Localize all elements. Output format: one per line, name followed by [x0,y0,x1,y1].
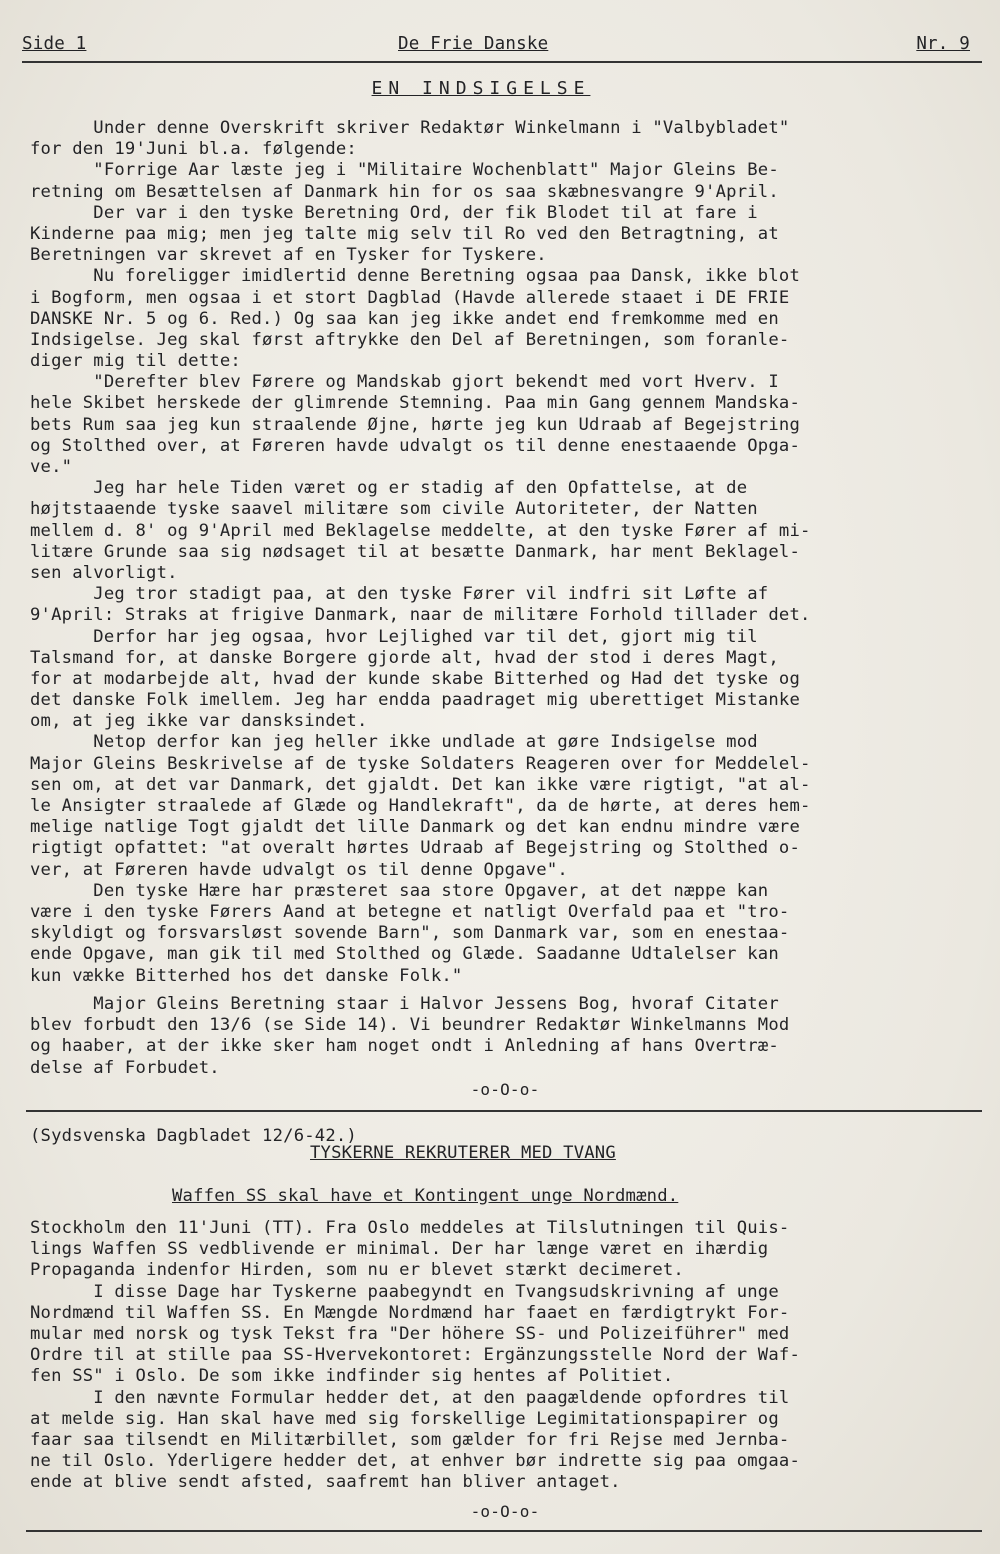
text-line: melige natlige Togt gjaldt det lille Danmark og det kan endnu mindre være [30,817,800,838]
text-line: sen om, at det var Danmark, det gjaldt. Det kan ikke være rigtigt, "at al- [30,774,811,795]
text-line: og haaber, at der ikke sker ham noget ondt i Anledning af hans Overtræ- [30,1036,779,1057]
text-line: delse af Forbudet. [30,1057,220,1078]
text-line: Nu foreligger imidlertid denne Beretning ogsaa paa Dansk, ikke blot [30,266,800,287]
article1-title: EN INDSIGELSE [371,78,591,99]
text-line: Kinderne paa mig; men jeg talte mig selv til Ro ved den Betragtning, at [30,223,779,244]
text-line: Under denne Overskrift skriver Redaktør Winkelmann i "Valbybladet" [30,118,790,138]
text-line: at melde sig. Han skal have med sig forskellige Legimitationspapirer og [30,1408,779,1429]
text-line: for at modarbejde alt, hvad der kunde skabe Bitterhed og Had det tyske og [30,668,800,689]
text-line: det danske Folk imellem. Jeg har endda paadraget mig uberettiget Mistanke [30,690,800,711]
article1-separator: -o-O-o- [470,1080,540,1099]
text-line: lings Waffen SS vedblivende er minimal. Der har længe været en ihærdig [30,1239,769,1260]
text-line: Stockholm den 11'Juni (TT). Fra Oslo meddeles at Tilslutningen til Quis- [30,1218,790,1238]
article2-separator: -o-O-o- [470,1502,540,1521]
text-line: om, at jeg ikke var dansksindet. [30,711,368,732]
text-line: Ordre til at stille paa SS-Hvervekontoret: Ergänzungsstelle Nord der Waf- [30,1345,800,1366]
text-line: være i den tyske Førers Aand at betegne et natligt Overfald paa et "tro- [30,901,790,922]
text-line: kun vække Bitterhed hos det danske Folk." [30,965,463,986]
text-line: Talsmand for, at danske Borgere gjorde alt, hvad der stod i deres Magt, [30,647,779,668]
text-line: mellem d. 8' og 9'April med Beklagelse meddelte, at den tyske Fører af mi- [30,520,811,541]
text-line: Jeg tror stadigt paa, at den tyske Fører vil indfri sit Løfte af [30,584,769,605]
article2-body [30,1218,980,1493]
article1-closing [30,994,980,1079]
text-line: for den 19'Juni bl.a. følgende: [30,139,357,160]
text-line: ende at blive sendt afsted, saafremt han bliver antaget. [30,1472,621,1493]
text-line: Indsigelse. Jeg skal først aftrykke den Del af Beretningen, som foranle- [30,329,790,350]
source-line: (Sydsvenska Dagbladet 12/6-42.) [30,1126,357,1146]
article2-title: TYSKERNE REKRUTERER MED TVANG [310,1143,616,1163]
text-line: Nordmænd til Waffen SS. En Mængde Nordmænd har faaet en færdigtrykt For- [30,1302,790,1323]
header-rule [22,61,982,63]
text-line: litære Grunde saa sig nødsaget til at besætte Danmark, har ment Beklagel- [30,541,800,562]
text-line: rigtigt opfattet: "at overalt hørtes Udraab af Begejstring og Stolthed o- [30,838,800,859]
text-line: fen SS" i Oslo. De som ikke indfinder sig hentes af Politiet. [30,1366,674,1387]
text-line: skyldigt og forsvarsløst sovende Barn", som Danmark var, som en enestaa- [30,923,790,944]
text-line: Propaganda indenfor Hirden, som nu er blevet stærkt decimeret. [30,1260,684,1281]
text-line: Derfor har jeg ogsaa, hvor Lejlighed var til det, gjort mig til [30,626,758,647]
text-line: faar saa tilsendt en Militærbillet, som gælder for fri Rejse med Jernba- [30,1429,790,1450]
text-line: ver, at Føreren havde udvalgt os til denne Opgave". [30,859,568,880]
page-header [22,34,982,60]
issue-number: Nr. 9 [916,34,970,54]
text-line: bets Rum saa jeg kun straalende Øjne, hørte jeg kun Udraab af Begejstring [30,414,800,435]
article2-subtitle-wrap [172,1186,892,1207]
publication-name: De Frie Danske [398,34,549,54]
text-line: DANSKE Nr. 5 og 6. Red.) Og saa kan jeg ikke andet end fremkomme med en [30,308,779,329]
article2-subtitle: Waffen SS skal have et Kontingent unge Nordmænd. [172,1186,679,1206]
text-line: Beretningen var skrevet af en Tysker for Tyskere. [30,245,547,266]
section-rule [26,1110,982,1112]
text-line: og Stolthed over, at Føreren havde udvalgt os til denne enestaaende Opga- [30,435,800,456]
page-number: Side 1 [22,34,87,54]
text-line: i Bogform, men ogsaa i et stort Dagblad (Havde allerede staaet i DE FRIE [30,287,790,308]
text-line: Major Gleins Beskrivelse af de tyske Soldaters Reageren over for Meddelel- [30,753,811,774]
text-line: højtstaaende tyske saavel militære som civile Autoriteter, der Natten [30,499,758,520]
article2-title-wrap [310,1143,710,1164]
text-line: blev forbudt den 13/6 (se Side 14). Vi beundrer Redaktør Winkelmanns Mod [30,1015,790,1036]
text-line: retning om Besættelsen af Danmark hin for os saa skæbnesvangre 9'April. [30,181,779,202]
text-line: "Derefter blev Førere og Mandskab gjort bekendt med vort Hverv. I [30,372,779,393]
bottom-rule [26,1530,982,1532]
text-line: Jeg har hele Tiden været og er stadig af den Opfattelse, at de [30,478,748,499]
text-line: 9'April: Straks at frigive Danmark, naar de militære Forhold tillader det. [30,605,811,626]
text-line: I den nævnte Formular hedder det, at den paagældende opfordres til [30,1387,790,1408]
text-line: mular med norsk og tysk Tekst fra "Der höhere SS- und Polizeiführer" med [30,1323,790,1344]
text-line: Netop derfor kan jeg heller ikke undlade at gøre Indsigelse mod [30,732,758,753]
article1-body [30,118,980,987]
text-line: diger mig til dette: [30,351,241,372]
text-line: sen alvorligt. [30,562,178,583]
text-line: ende Opgave, man gik til med Stolthed og Glæde. Saadanne Udtalelser kan [30,944,779,965]
text-line: "Forrige Aar læste jeg i "Militaire Wochenblatt" Major Gleins Be- [30,160,779,181]
text-line: ve." [30,457,73,477]
text-line: I disse Dage har Tyskerne paabegyndt en Tvangsudskrivning af unge [30,1281,779,1302]
text-line: hele Skibet herskede der glimrende Stemning. Paa min Gang gennem Mandska- [30,393,800,414]
text-line: Der var i den tyske Beretning Ord, der fik Blodet til at fare i [30,202,758,223]
text-line: Den tyske Hære har præsteret saa store Opgaver, at det næppe kan [30,880,769,901]
text-line: Major Gleins Beretning staar i Halvor Jessens Bog, hvoraf Citater [30,994,779,1014]
text-line: ne til Oslo. Yderligere hedder det, at enhver bør indrette sig paa omgaa- [30,1451,800,1472]
text-line: le Ansigter straalede af Glæde og Handlekraft", da de hørte, at deres hem- [30,796,811,816]
